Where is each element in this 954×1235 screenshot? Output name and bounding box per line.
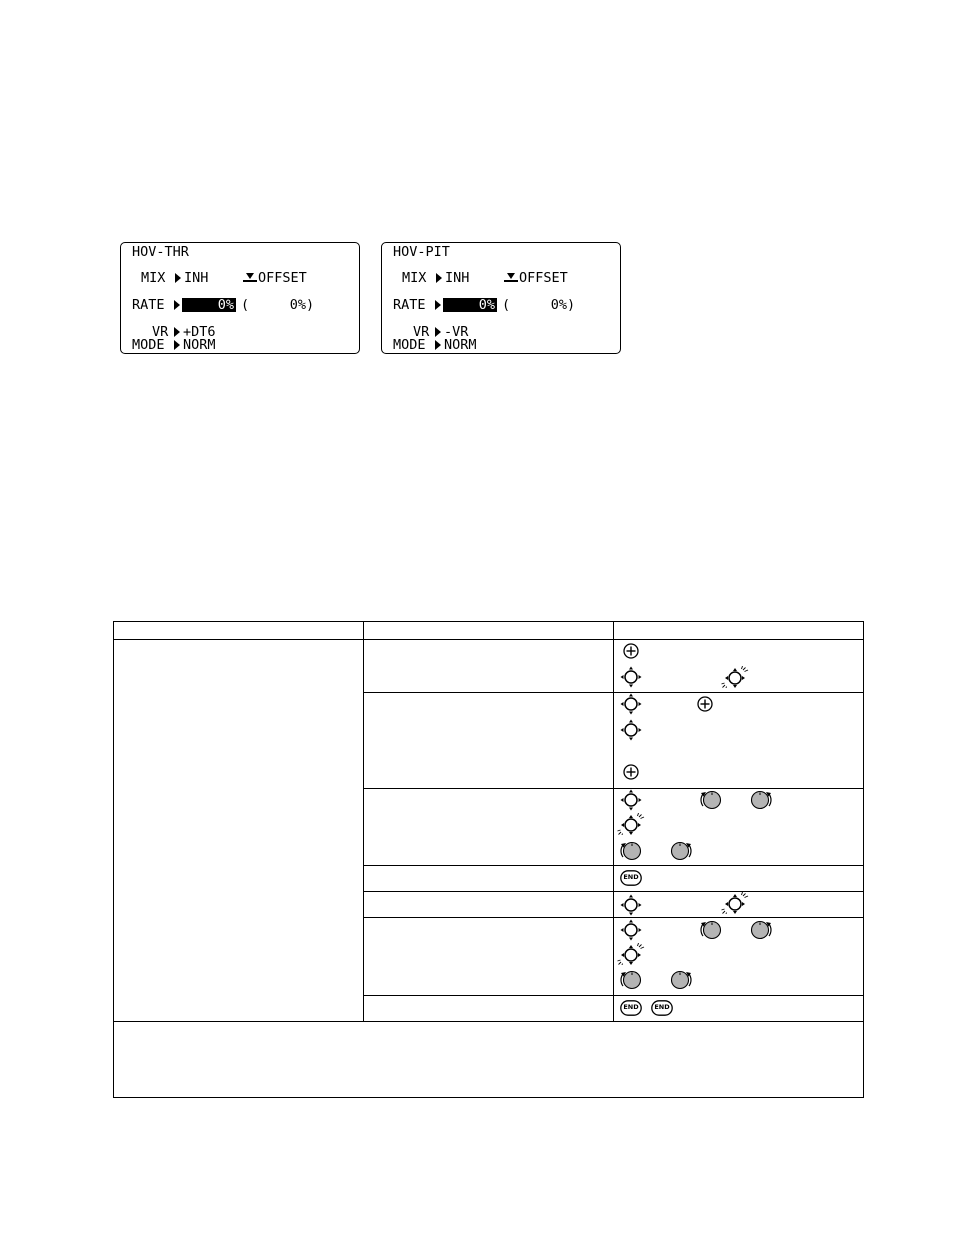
screen-title: HOV-THR <box>132 244 189 260</box>
volume-knob-icon[interactable] <box>699 788 723 812</box>
mix-label: MIX <box>141 270 166 286</box>
volume-knob-icon[interactable] <box>749 788 773 812</box>
cursor-pad-icon[interactable] <box>620 789 642 811</box>
volume-knob-icon[interactable] <box>669 839 693 863</box>
arrow-icon <box>174 340 180 350</box>
table-col-divider <box>613 622 614 1022</box>
arrow-icon <box>435 340 441 350</box>
mode-value: NORM <box>444 337 477 353</box>
rotary-dial-icon[interactable] <box>617 943 645 965</box>
cursor-pad-icon[interactable] <box>620 693 642 715</box>
vr-label: VR <box>152 324 169 340</box>
arrow-icon <box>174 327 180 337</box>
vr-value: -VR <box>444 324 469 340</box>
rate-value: 0% <box>443 298 497 312</box>
table-col-divider <box>363 622 364 1022</box>
offset-marker-icon <box>243 273 257 283</box>
rate-label: RATE <box>393 297 426 313</box>
volume-knob-icon[interactable] <box>669 968 693 992</box>
rate-percent: ( 0%) <box>241 297 315 313</box>
instruction-table <box>113 621 864 1098</box>
cursor-pad-icon[interactable] <box>620 719 642 741</box>
volume-knob-icon[interactable] <box>619 968 643 992</box>
table-row-divider <box>363 692 863 693</box>
mix-value: INH <box>445 270 470 286</box>
end-button-label: END <box>654 1003 670 1011</box>
rate-value: 0% <box>182 298 236 312</box>
volume-knob-icon[interactable] <box>619 839 643 863</box>
cursor-pad-icon[interactable] <box>620 919 642 941</box>
mode-label: MODE <box>393 337 426 353</box>
end-button-icon[interactable] <box>620 870 642 886</box>
offset-label: OFFSET <box>519 270 568 286</box>
table-row-divider <box>363 995 863 996</box>
end-button-label: END <box>623 1003 639 1011</box>
arrow-icon <box>435 327 441 337</box>
table-row-divider <box>363 917 863 918</box>
push-button-icon[interactable] <box>622 642 640 660</box>
push-button-icon[interactable] <box>696 695 714 713</box>
arrow-icon <box>435 300 441 310</box>
lcd-screen-hov-pit <box>381 242 621 354</box>
mode-value: NORM <box>183 337 216 353</box>
rotary-dial-icon[interactable] <box>617 813 645 835</box>
lcd-screen-hov-thr <box>120 242 360 354</box>
arrow-icon <box>436 273 442 283</box>
rate-percent: ( 0%) <box>502 297 576 313</box>
screen-title: HOV-PIT <box>393 244 450 260</box>
rotary-dial-icon[interactable] <box>721 666 749 688</box>
vr-value: +DT6 <box>183 324 216 340</box>
mix-label: MIX <box>402 270 427 286</box>
cursor-pad-icon[interactable] <box>620 666 642 688</box>
offset-marker-icon <box>504 273 518 283</box>
mix-value: INH <box>184 270 209 286</box>
table-row-divider <box>363 891 863 892</box>
rotary-dial-icon[interactable] <box>721 892 749 914</box>
arrow-icon <box>174 300 180 310</box>
arrow-icon <box>175 273 181 283</box>
end-button-icon[interactable] <box>651 1000 673 1016</box>
end-button-label: END <box>623 873 639 881</box>
rate-label: RATE <box>132 297 165 313</box>
table-header-divider <box>114 639 863 640</box>
volume-knob-icon[interactable] <box>749 918 773 942</box>
push-button-icon[interactable] <box>622 763 640 781</box>
volume-knob-icon[interactable] <box>699 918 723 942</box>
vr-label: VR <box>413 324 430 340</box>
offset-label: OFFSET <box>258 270 307 286</box>
table-row-divider <box>363 788 863 789</box>
end-button-icon[interactable] <box>620 1000 642 1016</box>
mode-label: MODE <box>132 337 165 353</box>
table-section-divider <box>114 1021 863 1022</box>
table-row-divider <box>363 865 863 866</box>
cursor-pad-icon[interactable] <box>620 894 642 916</box>
